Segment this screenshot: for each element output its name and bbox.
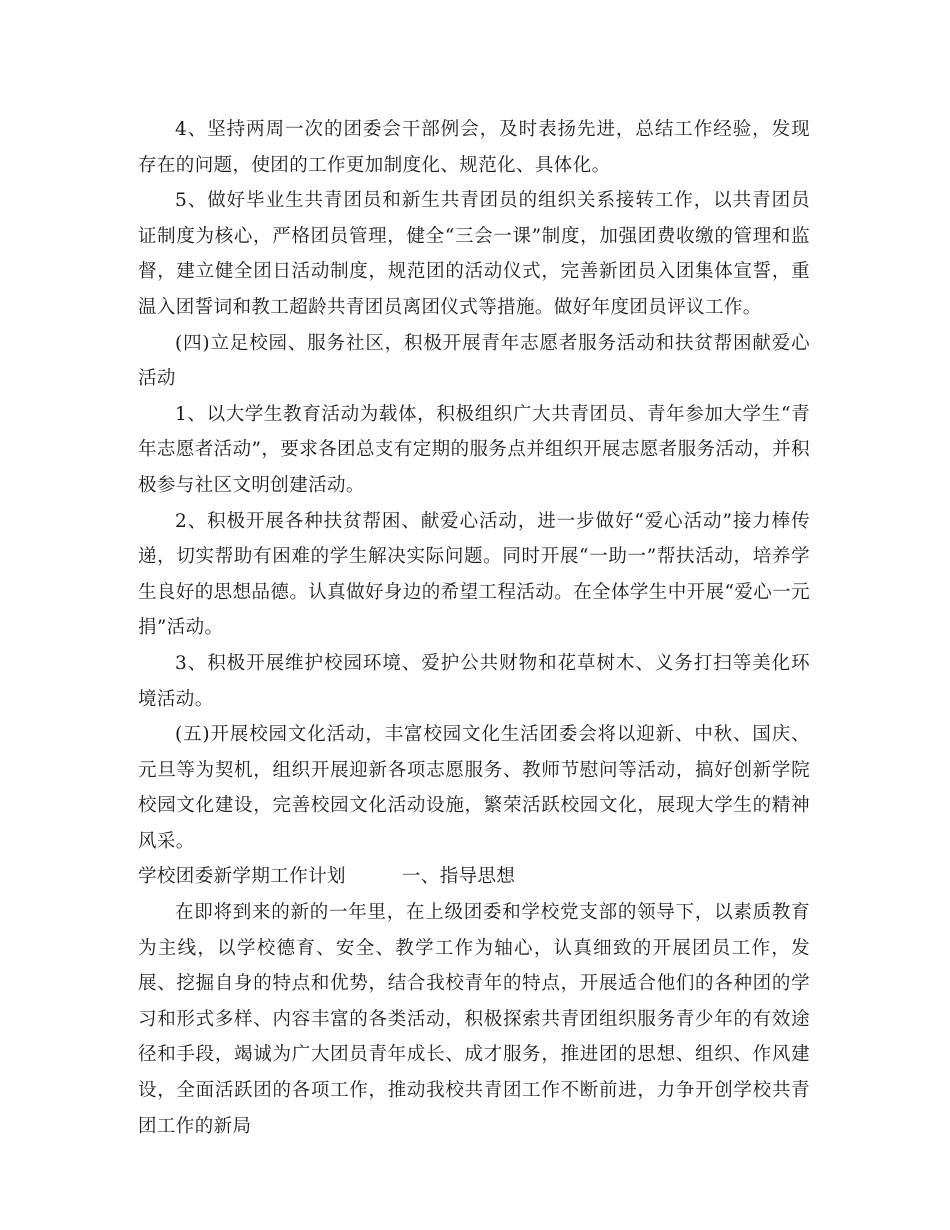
paragraph-item-4: 4、坚持两周一次的团委会干部例会，及时表扬先进，总结工作经验，发现存在的问题，使团的工作更加制度化、规范化、具体化。 <box>138 119 810 176</box>
paragraph-volunteer-3: 3、积极开展维护校园环境、爱护公共财物和花草树木、义务打扫等美化环境活动。 <box>138 652 810 710</box>
plan-title-line <box>138 859 810 895</box>
guiding-thought-heading: 一、指导思想 <box>401 866 516 888</box>
document-body <box>138 112 810 1144</box>
section-heading-4: (四)立足校园、服务社区，积极开展青年志愿者服务活动和扶贫帮困献爱心活动 <box>138 332 810 390</box>
paragraph-volunteer-1: 1、以大学生教育活动为载体，积极组织广大共青团员、青年参加大学生“青年志愿者活动”，要求各团总支有定期的服务点并组织开展志愿者服务活动，并积极参与社区文明创建活动。 <box>138 403 810 496</box>
paragraph-item-5: 5、做好毕业生共青团员和新生共青团员的组织关系接转工作，以共青团员证制度为核心，严格团员管理，健全“三会一课”制度，加强团费收缴的管理和监督，建立健全团日活动制度，规范团的活动仪式，完善新团员入团集体宣誓，重温入团誓词和教工超龄共青团员离团仪式等措施。做好年度团员评议工作。 <box>138 190 810 318</box>
plan-title: 学校团委新学期工作计划 <box>138 866 346 888</box>
paragraph-volunteer-2: 2、积极开展各种扶贫帮困、献爱心活动，进一步做好“爱心活动”接力棒传递，切实帮助有困难的学生解决实际问题。同时开展“一助一”帮扶活动，培养学生良好的思想品德。认真做好身边的希望工程活动。在全体学生中开展“爱心一元捐”活动。 <box>138 510 810 639</box>
section-heading-5: (五)开展校园文化活动，丰富校园文化生活团委会将以迎新、中秋、国庆、元旦等为契机，组织开展迎新各项志愿服务、教师节慰问等活动，搞好创新学院校园文化建设，完善校园文化活动设施，繁荣活跃校园文化，展现大学生的精神风采。 <box>138 724 810 852</box>
closing-paragraph: 在即将到来的新的一年里，在上级团委和学校党支部的领导下，以素质教育为主线，以学校德育、安全、教学工作为轴心，认真细致的开展团员工作，发展、挖掘自身的特点和优势，结合我校青年的特点，开展适合他们的各种团的学习和形式多样、内容丰富的各类活动，积极探索共青团组织服务青少年的有效途径和手段，竭诚为广大团员青年成长、成才服务，推进团的思想、组织、作风建设，全面活跃团的各项工作，推动我校共青团工作不断前进，力争开创学校共青团工作的新局 <box>138 902 810 1137</box>
